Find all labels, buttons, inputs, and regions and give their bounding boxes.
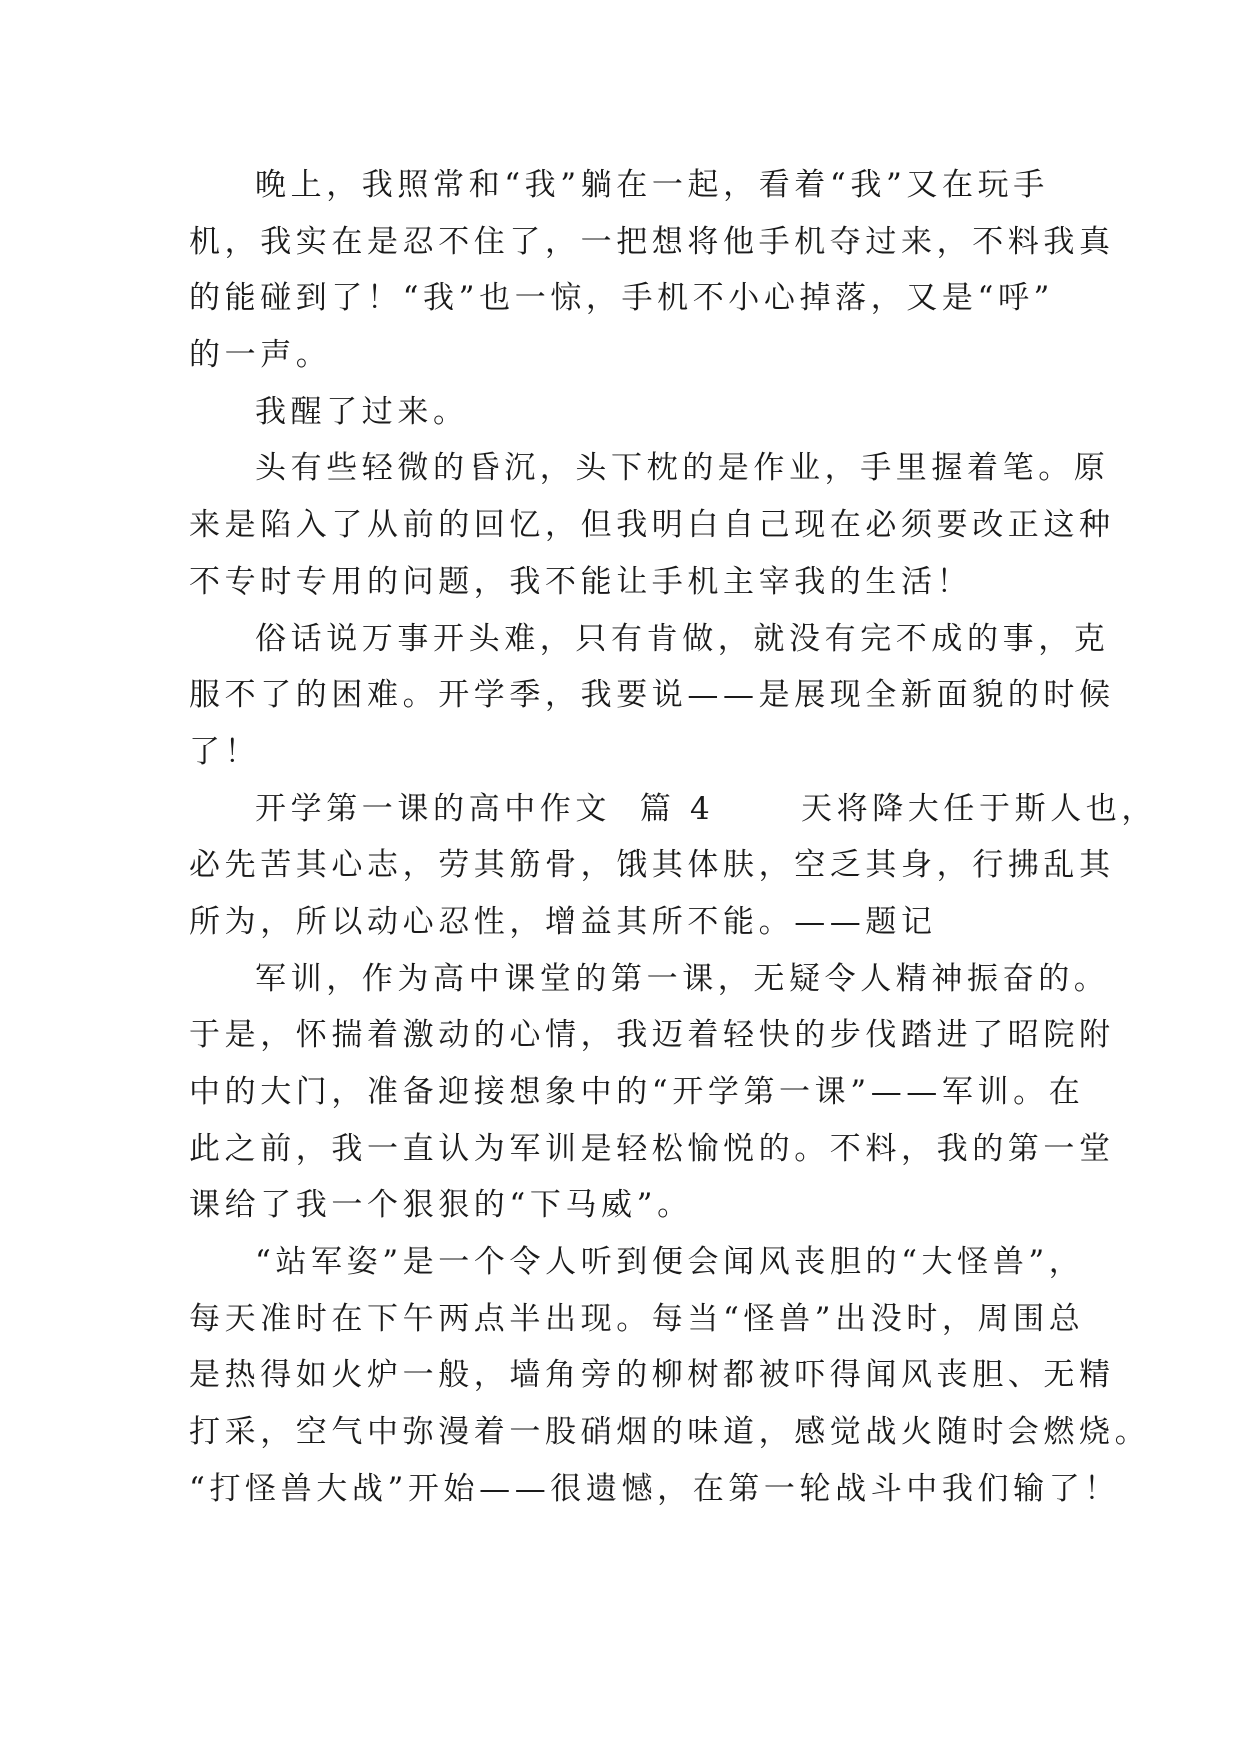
text-line: 打采，空气中弥漫着一股硝烟的味道，感觉战火随时会燃烧。 xyxy=(189,1414,1151,1451)
text-line: 了！ xyxy=(189,733,261,770)
text-line: 的一声。 xyxy=(189,337,332,374)
text-line: 是热得如火炉一般，墙角旁的柳树都被吓得闻风丧胆、无精 xyxy=(189,1357,1115,1394)
text-line: 于是，怀揣着激动的心情，我迈着轻快的步伐踏进了昭院附 xyxy=(189,1017,1115,1054)
text-line: “打怪兽大战”开始——很遗憾，在第一轮战斗中我们输了！ xyxy=(189,1470,1120,1507)
text-line: 不专时专用的问题，我不能让手机主宰我的生活！ xyxy=(189,563,973,600)
text-line: 所为，所以动心忍性，增益其所不能。——题记 xyxy=(189,903,937,940)
text-line: 中的大门，准备迎接想象中的“开学第一课”——军训。在 xyxy=(189,1074,1085,1110)
text-line: 我醒了过来。 xyxy=(255,393,469,430)
text-line: 俗话说万事开头难，只有肯做，就没有完不成的事，克 xyxy=(255,620,1110,657)
essay-body xyxy=(189,157,1158,1518)
text-line: 课给了我一个狠狠的“下马威”。 xyxy=(189,1187,693,1224)
text-line: “站军姿”是一个令人听到便会闻风丧胆的“大怪兽”， xyxy=(255,1244,1085,1281)
text-line: 此之前，我一直认为军训是轻松愉悦的。不料，我的第一堂 xyxy=(189,1130,1115,1167)
text-line: 服不了的困难。开学季，我要说——是展现全新面貌的时候 xyxy=(189,677,1115,714)
text-line: 机，我实在是忍不住了，一把想将他手机夺过来，不料我真 xyxy=(189,223,1115,260)
text-line: 头有些轻微的昏沉，头下枕的是作业，手里握着笔。原 xyxy=(255,450,1110,487)
text-line: 必先苦其心志，劳其筋骨，饿其体肤，空乏其身，行拂乱其 xyxy=(189,847,1115,884)
text-line: 每天准时在下午两点半出现。每当“怪兽”出没时，周围总 xyxy=(189,1300,1085,1337)
text-line: 军训，作为高中课堂的第一课，无疑令人精神振奋的。 xyxy=(255,960,1110,997)
text-line: 晚上，我照常和“我”躺在一起，看着“我”又在玩手 xyxy=(255,167,1049,203)
text-line: 来是陷入了从前的回忆，但我明白自己现在必须要改正这种 xyxy=(189,507,1115,544)
text-line: 的能碰到了！“我”也一惊，手机不小心掉落，又是“呼” xyxy=(189,280,1054,317)
section-heading-line: 开学第一课的高中作文 篇 4 天将降大任于斯人也， xyxy=(255,790,1158,827)
